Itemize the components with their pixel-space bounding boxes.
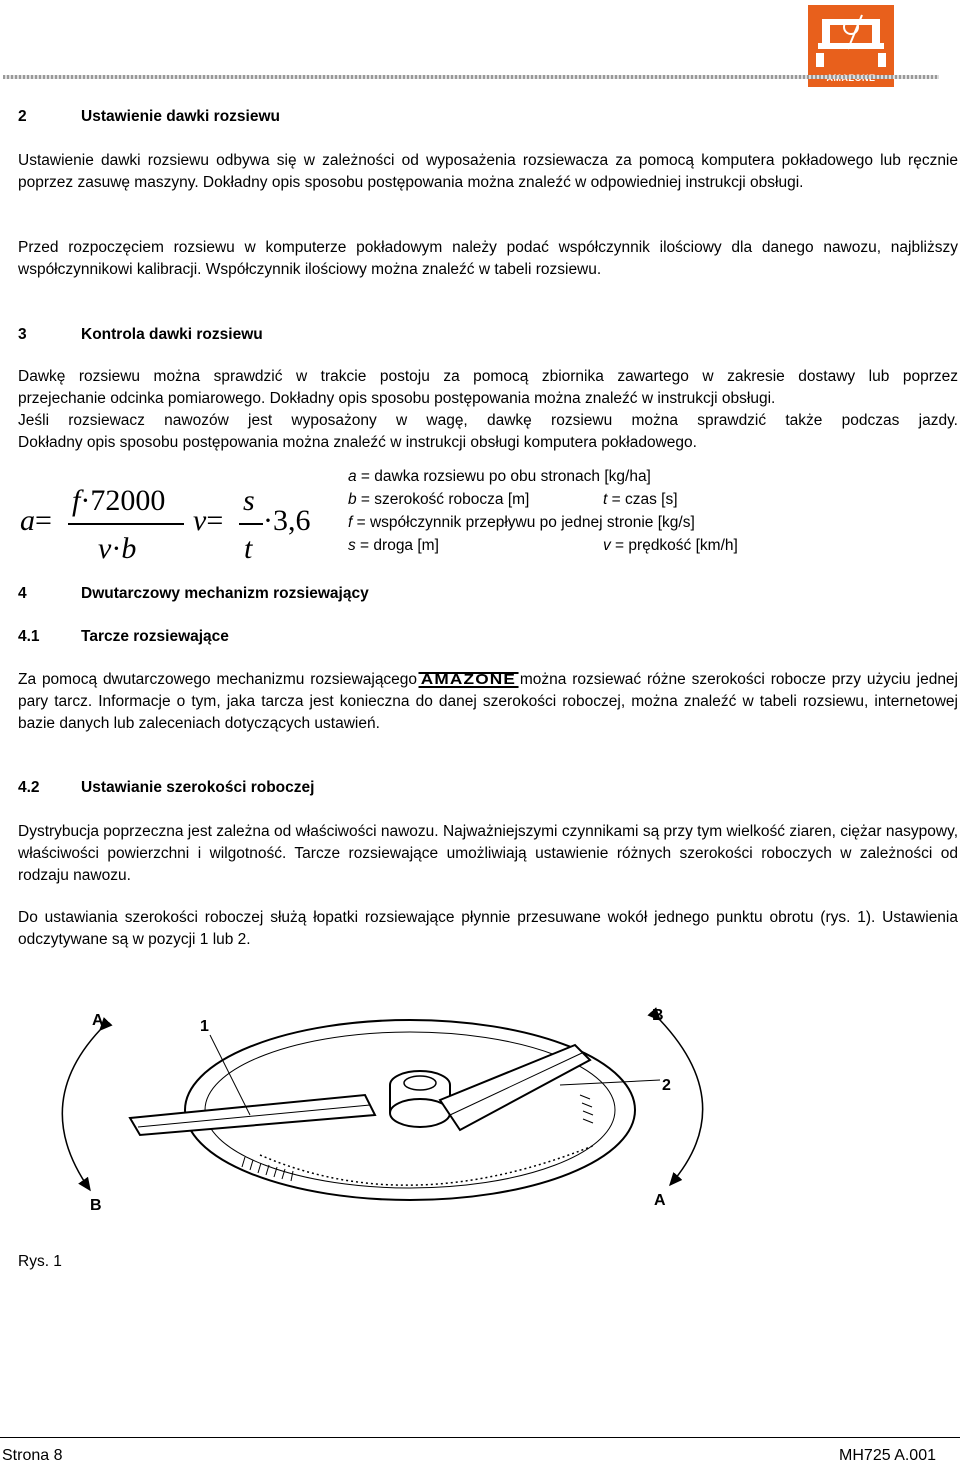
formula-v-factor: ·3,6 xyxy=(263,504,311,537)
footer-rule xyxy=(0,1437,960,1438)
footer-page-number: Strona 8 xyxy=(2,1447,63,1464)
formula-a-symbol: a= xyxy=(20,504,52,537)
section-title: Kontrola dawki rozsiewu xyxy=(81,326,263,343)
formula-v-denominator: t xyxy=(244,532,253,565)
section-number: 4.1 xyxy=(18,628,40,645)
section-title: Ustawienie dawki rozsiewu xyxy=(81,108,280,125)
formula-a-denominator: v·b xyxy=(98,532,137,565)
legend-a: a = dawka rozsiewu po obu stronach [kg/ha] xyxy=(348,468,651,485)
section-title: Dwutarczowy mechanizm rozsiewający xyxy=(81,585,369,602)
legend-v: v = prędkość [km/h] xyxy=(603,537,738,554)
section-4-2-paragraph-1: Dystrybucja poprzeczna jest zależna od właściwości nawozu. Najważniejszymi czynnikami są przy tym wielkość ziaren, ciężar nasypowy, właściwości powierzchni i wilgotność. Tarcze rozsiewające umożliwiają ustawienie różnych szerokości roboczych w zależności od rodzaju nawozu. xyxy=(18,823,958,884)
figure-label-a-left: A xyxy=(92,1012,104,1029)
section-3-line-4: Dokładny opis sposobu postępowania można znaleźć w instrukcji obsługi komputera pokładowego. xyxy=(18,434,697,451)
legend-b: b = szerokość robocza [m] xyxy=(348,491,530,508)
section-number: 4.2 xyxy=(18,779,40,796)
section-number: 4 xyxy=(18,585,27,602)
section-3-line-1: Dawkę rozsiewu można sprawdzić w trakcie postoju za pomocą zbiornika zawartego w zakresie dostawy lub poprzez xyxy=(18,368,958,385)
figure-label-1: 1 xyxy=(200,1018,209,1035)
formula-v-symbol: v= xyxy=(193,504,224,537)
figure-caption: Rys. 1 xyxy=(18,1253,62,1270)
section-3-line-3: Jeśli rozsiewacz nawozów jest wyposażony w wagę, dawkę rozsiewu można sprawdzić także podczas jazdy. xyxy=(18,412,958,429)
figure-label-b-right: B xyxy=(652,1007,664,1024)
figure-label-a-right: A xyxy=(654,1192,666,1209)
section-4-2-paragraph-2: Do ustawiania szerokości roboczej służą łopatki rozsiewające płynnie przesuwane wokół jednego punktu obrotu (rys. 1). Ustawienia odczytywane są w pozycji 1 lub 2. xyxy=(18,909,958,948)
formula-a-fraction-bar xyxy=(68,523,184,525)
section-title: Ustawianie szerokości roboczej xyxy=(81,779,315,796)
figure-label-b-left: B xyxy=(90,1197,102,1214)
formula-v-numerator: s xyxy=(243,484,255,517)
footer-document-code: MH725 A.001 xyxy=(839,1447,936,1464)
section-2-paragraph-2: Przed rozpoczęciem rozsiewu w komputerze pokładowym należy podać współczynnik ilościowy dla danego nawozu, najbliższy współczynnikowi kalibracji. Współczynnik ilościowy można znaleźć w tabeli rozsiewu. xyxy=(18,239,958,278)
legend-s: s = droga [m] xyxy=(348,537,439,554)
figure-label-2: 2 xyxy=(662,1077,671,1094)
section-4-1-paragraph: Za pomocą dwutarczowego mechanizmu rozsiewającego AMAZONE można rozsiewać różne szerokości robocze przy użyciu jednej pary tarcz. Informacje o tym, jaka tarcza jest konieczna do danej szerokości roboczej, można znaleźć w tabeli rozsiewu, internetowej bazie danych lub zaleceniach dotyczących ustawień. xyxy=(18,671,958,732)
section-number: 2 xyxy=(18,108,27,125)
legend-t: t = czas [s] xyxy=(603,491,678,508)
legend-f: f = współczynnik przepływu po jednej stronie [kg/s] xyxy=(348,514,695,531)
header-rule xyxy=(3,75,939,79)
spreading-disc-illustration xyxy=(20,985,740,1225)
section-title: Tarcze rozsiewające xyxy=(81,628,229,645)
section-3-line-2: przejechanie odcinka pomiarowego. Dokładny opis sposobu postępowania można znaleźć w instrukcji obsługi. xyxy=(18,390,776,407)
amazone-wordmark: AMAZONE xyxy=(419,672,519,688)
formula-v-fraction-bar xyxy=(239,523,263,525)
section-2-paragraph-1: Ustawienie dawki rozsiewu odbywa się w zależności od wyposażenia rozsiewacza za pomocą komputera pokładowego lub ręcznie poprzez zasuwę maszyny. Dokładny opis sposobu postępowania można znaleźć w odpowiedniej instrukcji obsługi. xyxy=(18,152,958,191)
logo-emblem-icon xyxy=(808,5,894,75)
section-number: 3 xyxy=(18,326,27,343)
formula-a-numerator: f·72000 xyxy=(72,484,166,517)
